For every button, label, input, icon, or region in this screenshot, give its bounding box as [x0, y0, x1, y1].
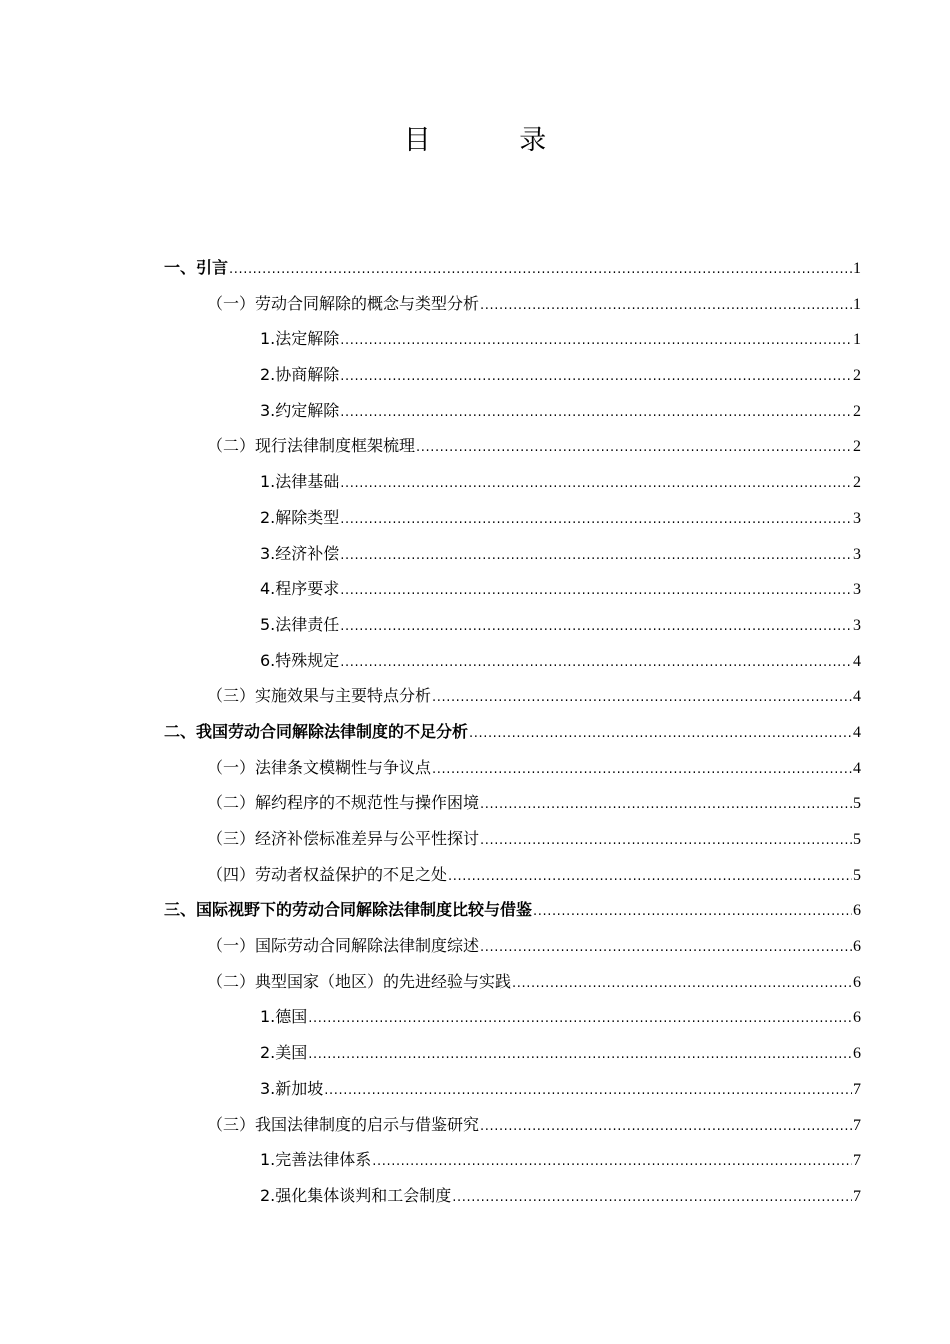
toc-dot-leader [372, 1142, 852, 1180]
toc-page-number: 1 [853, 295, 861, 313]
toc-page-number: 3 [853, 581, 861, 599]
toc-dot-leader [340, 643, 852, 681]
toc-dot-leader [340, 571, 852, 609]
toc-entry-label: 一、引言 [164, 258, 229, 277]
toc-page-number: 6 [853, 1009, 861, 1027]
toc-page-number: 6 [853, 973, 861, 991]
toc-entry-label: 3.经济补偿 [260, 543, 340, 563]
toc-page-number: 4 [853, 723, 861, 741]
toc-entry[interactable] [164, 286, 861, 322]
toc-entry-label: 3.新加坡 [260, 1078, 324, 1098]
toc-entry-label: 6.特殊规定 [260, 650, 340, 670]
toc-page-number: 3 [853, 545, 861, 563]
toc-entry[interactable] [164, 428, 861, 464]
toc-dot-leader [416, 428, 852, 466]
toc-page-number: 3 [853, 509, 861, 527]
toc-entry[interactable] [164, 1107, 861, 1143]
toc-page-number: 1 [853, 331, 861, 349]
toc-page-number: 7 [853, 1187, 861, 1205]
toc-entry[interactable] [164, 607, 861, 643]
toc-entry[interactable] [164, 821, 861, 857]
toc-dot-leader [308, 999, 852, 1037]
toc-entry[interactable] [164, 1178, 861, 1214]
toc-entry[interactable] [164, 928, 861, 964]
toc-entry[interactable] [164, 536, 861, 572]
toc-entry-label: （一）劳动合同解除的概念与类型分析 [207, 293, 480, 313]
toc-page-number: 2 [853, 474, 861, 492]
toc-page-number: 2 [853, 402, 861, 420]
toc-dot-leader [340, 321, 852, 359]
toc-entry[interactable] [164, 393, 861, 429]
toc-entry-label: 3.约定解除 [260, 400, 340, 420]
toc-entry[interactable] [164, 892, 861, 928]
toc-page-number: 3 [853, 616, 861, 634]
toc-page-number: 1 [853, 260, 861, 277]
page-title: 目 录 [403, 125, 587, 156]
toc-dot-leader [480, 821, 852, 859]
toc-page-number: 4 [853, 759, 861, 777]
toc-page-number: 7 [853, 1152, 861, 1170]
toc-page-number: 5 [853, 795, 861, 813]
toc-page-number: 4 [853, 688, 861, 706]
toc-entry-label: （三）经济补偿标准差异与公平性探讨 [207, 829, 480, 848]
toc-entry-label: 1.法定解除 [260, 329, 340, 349]
toc-page-number: 2 [853, 367, 861, 385]
toc-dot-leader [308, 1035, 852, 1073]
toc-entry-label: （二）现行法律制度框架梳理 [207, 436, 416, 456]
toc-dot-leader [340, 357, 852, 395]
toc-page-number: 4 [853, 652, 861, 670]
toc-entry-label: （二）解约程序的不规范性与操作困境 [207, 793, 480, 813]
toc-entry[interactable] [164, 964, 861, 1000]
toc-entry-label: （四）劳动者权益保护的不足之处 [207, 864, 448, 884]
toc-dot-leader [469, 714, 852, 752]
toc-entry-label: 5.法律责任 [260, 614, 340, 634]
toc-entry[interactable] [164, 750, 861, 786]
toc-entry[interactable] [164, 678, 861, 714]
toc-page-number: 7 [853, 1080, 861, 1098]
toc-page-number: 6 [853, 938, 861, 956]
toc-page-number: 7 [853, 1116, 861, 1134]
toc-dot-leader [512, 964, 852, 1002]
toc-dot-leader [340, 536, 852, 574]
toc-entry-label: 2.强化集体谈判和工会制度 [260, 1185, 452, 1205]
toc-page-number: 6 [853, 902, 861, 920]
toc-dot-leader [324, 1071, 852, 1109]
toc-entry-label: 2.解除类型 [260, 507, 340, 527]
toc-entry[interactable] [164, 250, 861, 286]
toc-dot-leader [480, 928, 852, 966]
toc-dot-leader [432, 750, 852, 788]
toc-dot-leader [448, 857, 852, 895]
toc-page-number: 6 [853, 1045, 861, 1063]
table-of-contents [164, 250, 861, 1214]
toc-page-number: 5 [853, 866, 861, 884]
toc-entry-label: 2.协商解除 [260, 365, 340, 385]
toc-entry[interactable] [164, 1142, 861, 1178]
toc-entry[interactable] [164, 1071, 861, 1107]
toc-dot-leader [340, 464, 852, 502]
toc-entry-label: 三、国际视野下的劳动合同解除法律制度比较与借鉴 [164, 900, 533, 920]
toc-entry-label: 1.法律基础 [260, 472, 340, 492]
toc-entry[interactable] [164, 500, 861, 536]
toc-entry[interactable] [164, 714, 861, 750]
toc-entry[interactable] [164, 1035, 861, 1071]
toc-entry-label: （一）国际劳动合同解除法律制度综述 [207, 936, 480, 956]
toc-entry-label: 二、我国劳动合同解除法律制度的不足分析 [164, 721, 469, 741]
toc-dot-leader [432, 678, 852, 716]
toc-dot-leader [480, 785, 852, 823]
toc-dot-leader [480, 1107, 852, 1145]
toc-entry-label: （二）典型国家（地区）的先进经验与实践 [207, 971, 512, 991]
toc-entry[interactable] [164, 357, 861, 393]
toc-entry-label: （一）法律条文模糊性与争议点 [207, 757, 432, 777]
toc-page-number: 5 [853, 831, 861, 848]
toc-entry-label: 1.完善法律体系 [260, 1150, 372, 1170]
toc-page-number: 2 [853, 438, 861, 456]
toc-entry[interactable] [164, 785, 861, 821]
toc-entry-label: 4.程序要求 [260, 579, 340, 599]
toc-entry[interactable] [164, 321, 861, 357]
toc-entry[interactable] [164, 571, 861, 607]
toc-entry[interactable] [164, 643, 861, 679]
toc-entry-label: 1.德国 [260, 1007, 308, 1027]
toc-dot-leader [480, 286, 852, 324]
toc-dot-leader [340, 393, 852, 431]
toc-dot-leader [340, 607, 852, 645]
toc-entry[interactable] [164, 464, 861, 500]
toc-entry[interactable] [164, 857, 861, 893]
toc-dot-leader [533, 892, 852, 930]
toc-entry-label: （三）实施效果与主要特点分析 [207, 686, 432, 706]
toc-entry[interactable] [164, 999, 861, 1035]
toc-entry-label: 2.美国 [260, 1043, 308, 1063]
toc-dot-leader [229, 250, 852, 288]
toc-dot-leader [452, 1178, 852, 1216]
toc-entry-label: （三）我国法律制度的启示与借鉴研究 [207, 1114, 480, 1134]
toc-dot-leader [340, 500, 852, 538]
